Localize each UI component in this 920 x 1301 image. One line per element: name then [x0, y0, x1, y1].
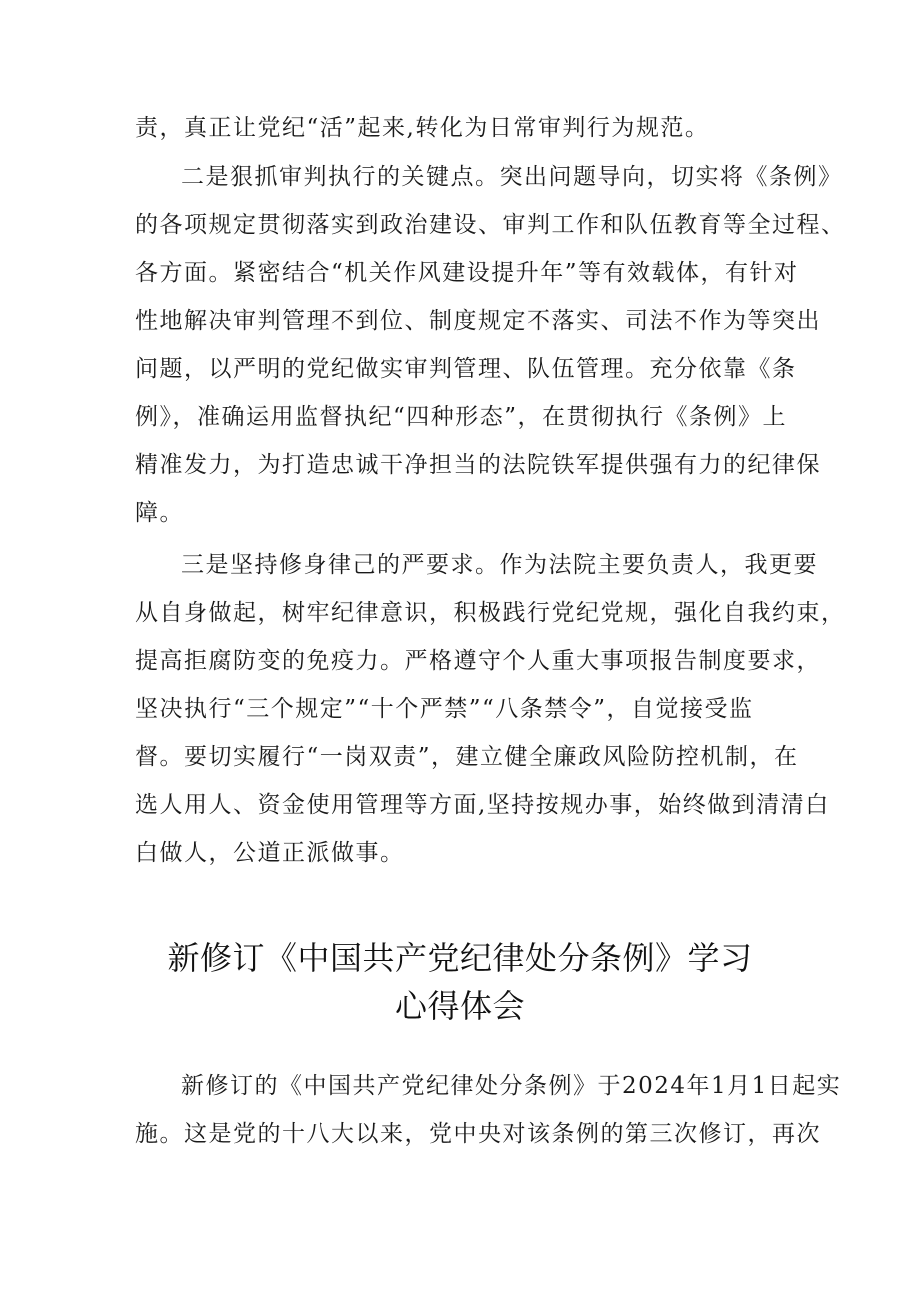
paragraph-line: 督。要切实履行“一岗双责”，建立健全廉政风险防控机制，在 [135, 744, 799, 770]
paragraph-line: 坚决执行“三个规定”“十个严禁”“八条禁令”，自觉接受监 [135, 696, 754, 722]
title-line: 心得体会 [394, 987, 525, 1025]
section-two-paragraph [135, 153, 846, 537]
paragraph-line: 各方面。紧密结合“机关作风建设提升年”等有效载体，有针对 [135, 260, 799, 286]
paragraph-line: 白做人，公道正派做事。 [135, 840, 405, 866]
paragraph-line: 的各项规定贯彻落实到政治建设、审判工作和队伍教育等全过程、 [135, 212, 846, 238]
paragraph-line: 性地解决审判管理不到位、制度规定不落实、司法不作为等突出 [135, 308, 821, 334]
section-one-tail [135, 104, 795, 152]
paragraph-line: 障。 [135, 500, 184, 526]
paragraph-line: 三是坚持修身律己的严要求。作为法院主要负责人，我更要 [181, 552, 818, 578]
paragraph-line: 例》，准确运用监督执纪“四种形态”，在贯彻执行《条例》上 [135, 404, 788, 430]
paragraph-line: 从自身做起，树牢纪律意识，积极践行党纪党规，强化自我约束， [135, 600, 846, 626]
section-three-paragraph [135, 541, 846, 877]
paragraph-line: 责，真正让党纪“活”起来,转化为日常审判行为规范。 [135, 115, 710, 141]
title-line: 新修订《中国共产党纪律处分条例》学习 [167, 939, 753, 977]
paragraph-line: 施。这是党的十八大以来，党中央对该条例的第三次修订，再次 [135, 1121, 821, 1147]
paragraph-line: 提高拒腐防变的免疫力。严格遵守个人重大事项报告制度要求， [135, 648, 821, 674]
article-title [0, 934, 920, 1030]
paragraph-line: 问题，以严明的党纪做实审判管理、队伍管理。充分依靠《条 [135, 356, 797, 382]
article-intro-paragraph [135, 1062, 842, 1158]
paragraph-line: 选人用人、资金使用管理等方面,坚持按规办事，始终做到清清白 [135, 792, 830, 818]
paragraph-line: 二是狠抓审判执行的关键点。突出问题导向，切实将《条例》 [181, 164, 843, 190]
paragraph-line: 精准发力，为打造忠诚干净担当的法院铁军提供强有力的纪律保 [135, 452, 821, 478]
paragraph-line: 新修订的《中国共产党纪律处分条例》于2024年1月1日起实 [181, 1073, 842, 1099]
